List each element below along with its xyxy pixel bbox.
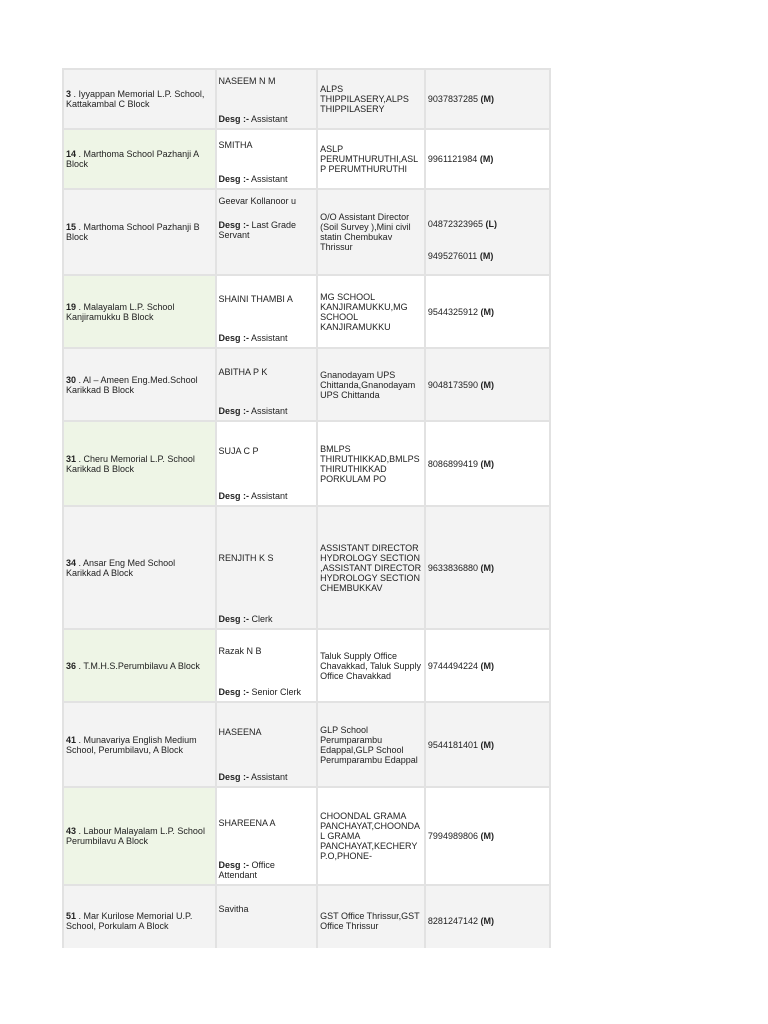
staff-cell: SHAREENA A Desg :- Office Attendant: [217, 788, 317, 884]
staff-name: SUJA C P: [218, 446, 259, 456]
staff-cell: ABITHA P K Desg :- Assistant: [217, 349, 317, 420]
school-cell: 3 . Iyyappan Memorial L.P. School, Kattakambal C Block: [64, 70, 215, 128]
staff-name: RENJITH K S: [218, 553, 274, 563]
office-cell: ASSISTANT DIRECTOR HYDROLOGY SECTION ,ASSISTANT DIRECTOR HYDROLOGY SECTION CHEMBUKKAV: [318, 507, 424, 628]
office-cell: Gnanodayam UPS Chittanda,Gnanodayam UPS Chittanda: [318, 349, 424, 420]
duty-list-sheet: [62, 68, 551, 948]
school-cell: 34 . Ansar Eng Med School Karikkad A Block: [64, 507, 215, 628]
staff-name: SHAREENA A: [218, 818, 276, 828]
office-cell: BMLPS THIRUTHIKKAD,BMLPS THIRUTHIKKAD PORKULAM PO: [318, 422, 424, 505]
staff-name: Savitha: [218, 904, 249, 914]
office-cell: CHOONDAL GRAMA PANCHAYAT,CHOONDAL GRAMA PANCHAYAT,KECHERY P.O,PHONE-: [318, 788, 424, 884]
school-cell: 14 . Marthoma School Pazhanji A Block: [64, 130, 215, 188]
table-row: [64, 886, 549, 948]
school-cell: 36 . T.M.H.S.Perumbilavu A Block: [64, 630, 215, 701]
designation: Senior Clerk: [251, 687, 302, 697]
staff-name: SHAINI THAMBI A: [218, 294, 293, 304]
school-cell: 15 . Marthoma School Pazhanji B Block: [64, 190, 215, 274]
table-row: [64, 507, 549, 628]
table-row: [64, 788, 549, 884]
phone-cell: 9744494224 (M): [426, 630, 549, 701]
office-cell: O/O Assistant Director (Soil Survey ),Mini civil statin Chembukav Thrissur: [318, 190, 424, 274]
staff-cell: Geevar Kollanoor u Desg :- Last Grade Servant: [217, 190, 317, 274]
table-row: [64, 349, 549, 420]
table-row: [64, 130, 549, 188]
designation: Assistant: [251, 114, 288, 124]
staff-cell: SMITHA Desg :- Assistant: [217, 130, 317, 188]
phone-cell: 9961121984 (M): [426, 130, 549, 188]
staff-cell: Razak N B Desg :- Senior Clerk: [217, 630, 317, 701]
staff-cell: SHAINI THAMBI A Desg :- Assistant: [217, 276, 317, 347]
phone-cell: 9544325912 (M): [426, 276, 549, 347]
school-cell: 31 . Cheru Memorial L.P. School Karikkad B Block: [64, 422, 215, 505]
phone-cell: 9048173590 (M): [426, 349, 549, 420]
duty-table: [62, 68, 551, 948]
school-cell: 19 . Malayalam L.P. School Kanjiramukku B Block: [64, 276, 215, 347]
phone-cell: 7994989806 (M): [426, 788, 549, 884]
office-cell: ALPS THIPPILASERY,ALPS THIPPILASERY: [318, 70, 424, 128]
designation: Clerk: [251, 614, 273, 624]
designation: Assistant: [251, 174, 288, 184]
staff-name: SMITHA: [218, 140, 253, 150]
phone-cell: 9037837285 (M): [426, 70, 549, 128]
designation: Assistant: [251, 491, 288, 501]
staff-name: Razak N B: [218, 646, 262, 656]
staff-name: HASEENA: [218, 727, 262, 737]
phone-cell: 8281247142 (M): [426, 886, 549, 948]
school-cell: 30 . Al – Ameen Eng.Med.School Karikkad B Block: [64, 349, 215, 420]
office-cell: GST Office Thrissur,GST Office Thrissur: [318, 886, 424, 948]
staff-cell: SUJA C P Desg :- Assistant: [217, 422, 317, 505]
office-cell: MG SCHOOL KANJIRAMUKKU,MG SCHOOL KANJIRAMUKKU: [318, 276, 424, 347]
office-cell: Taluk Supply Office Chavakkad, Taluk Supply Office Chavakkad: [318, 630, 424, 701]
table-row: [64, 703, 549, 786]
school-cell: 43 . Labour Malayalam L.P. School Perumbilavu A Block: [64, 788, 215, 884]
designation: Last Grade Servant: [218, 220, 297, 240]
phone-cell: 9633836880 (M): [426, 507, 549, 628]
phone-cell: 04872323965 (L) 9495276011 (M): [426, 190, 549, 274]
table-row: [64, 630, 549, 701]
phone-cell: 9544181401 (M): [426, 703, 549, 786]
phone-cell: 8086899419 (M): [426, 422, 549, 505]
staff-name: Geevar Kollanoor u: [218, 196, 297, 206]
designation: Assistant: [251, 406, 288, 416]
staff-cell: [217, 886, 317, 948]
staff-cell: RENJITH K S Desg :- Clerk: [217, 507, 317, 628]
office-cell: GLP School Perumparambu Edappal,GLP School Perumparambu Edappal: [318, 703, 424, 786]
staff-cell: HASEENA Desg :- Assistant: [217, 703, 317, 786]
school-cell: 51 . Mar Kurilose Memorial U.P. School, Porkulam A Block: [64, 886, 215, 948]
office-cell: ASLP PERUMTHURUTHI,ASLP PERUMTHURUTHI: [318, 130, 424, 188]
designation: Assistant: [251, 772, 288, 782]
staff-name: ABITHA P K: [218, 367, 268, 377]
school-cell: 41 . Munavariya English Medium School, Perumbilavu, A Block: [64, 703, 215, 786]
designation: Office Attendant: [218, 860, 275, 880]
designation: Assistant: [251, 333, 288, 343]
table-row: [64, 422, 549, 505]
table-row: [64, 276, 549, 347]
staff-name: NASEEM N M: [218, 76, 276, 86]
table-row: [64, 70, 549, 128]
staff-cell: NASEEM N M Desg :- Assistant: [217, 70, 317, 128]
table-row: [64, 190, 549, 274]
